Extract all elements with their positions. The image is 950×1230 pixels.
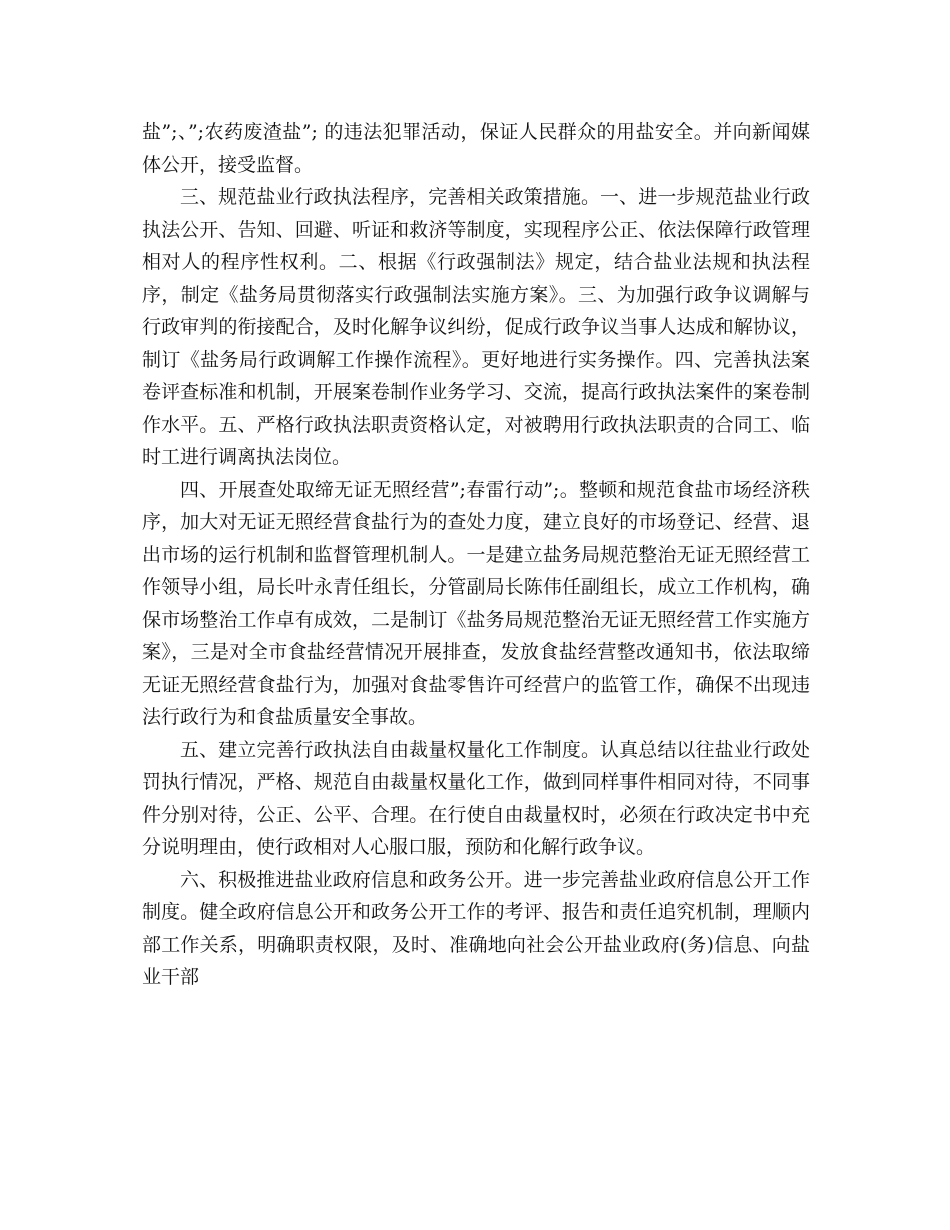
paragraph-5: 六、积极推进盐业政府信息和政务公开。进一步完善盐业政府信息公开工作制度。健全政府信息公开和政务公开工作的考评、报告和责任追究机制，理顺内部工作关系，明确职责权限，及时、准确地向社会公开盐业政府(务)信息、向盐业干部 [142, 868, 810, 988]
paragraph-4: 五、建立完善行政执法自由裁量权量化工作制度。认真总结以往盐业行政处罚执行情况，严格、规范自由裁量权量化工作，做到同样事件相同对待，不同事件分别对待，公正、公平、合理。在行使自由裁量权时，必须在行政决定书中充分说明理由，使行政相对人心服口服，预防和化解行政争议。 [142, 738, 810, 858]
paragraph-3: 四、开展查处取缔无证无照经营”;春雷行动”;。整顿和规范食盐市场经济秩序，加大对无证无照经营食盐行为的查处力度，建立良好的市场登记、经营、退出市场的运行机制和监督管理机制人。一是建立盐务局规范整治无证无照经营工作领导小组，局长叶永青任组长，分管副局长陈伟任副组长，成立工作机构，确保市场整治工作卓有成效，二是制订《盐务局规范整治无证无照经营工作实施方案》，三是对全市食盐经营情况开展排查，发放食盐经营整改通知书，依法取缔无证无照经营食盐行为，加强对食盐零售许可经营户的监管工作，确保不出现违法行政行为和食盐质量安全事故。 [142, 478, 810, 728]
paragraph-1: 盐”;、”;农药废渣盐”; 的违法犯罪活动，保证人民群众的用盐安全。并向新闻媒体公开，接受监督。 [142, 121, 810, 176]
paragraph-2: 三、规范盐业行政执法程序，完善相关政策措施。一、进一步规范盐业行政执法公开、告知、回避、听证和救济等制度，实现程序公正、依法保障行政管理相对人的程序性权利。二、根据《行政强制法》规定，结合盐业法规和执法程序，制定《盐务局贯彻落实行政强制法实施方案》。三、为加强行政争议调解与行政审判的衔接配合，及时化解争议纠纷，促成行政争议当事人达成和解协议，制订《盐务局行政调解工作操作流程》。更好地进行实务操作。四、完善执法案卷评查标准和机制，开展案卷制作业务学习、交流，提高行政执法案件的案卷制作水平。五、严格行政执法职责资格认定，对被聘用行政执法职责的合同工、临时工进行调离执法岗位。 [142, 186, 810, 468]
document-body [142, 116, 810, 994]
